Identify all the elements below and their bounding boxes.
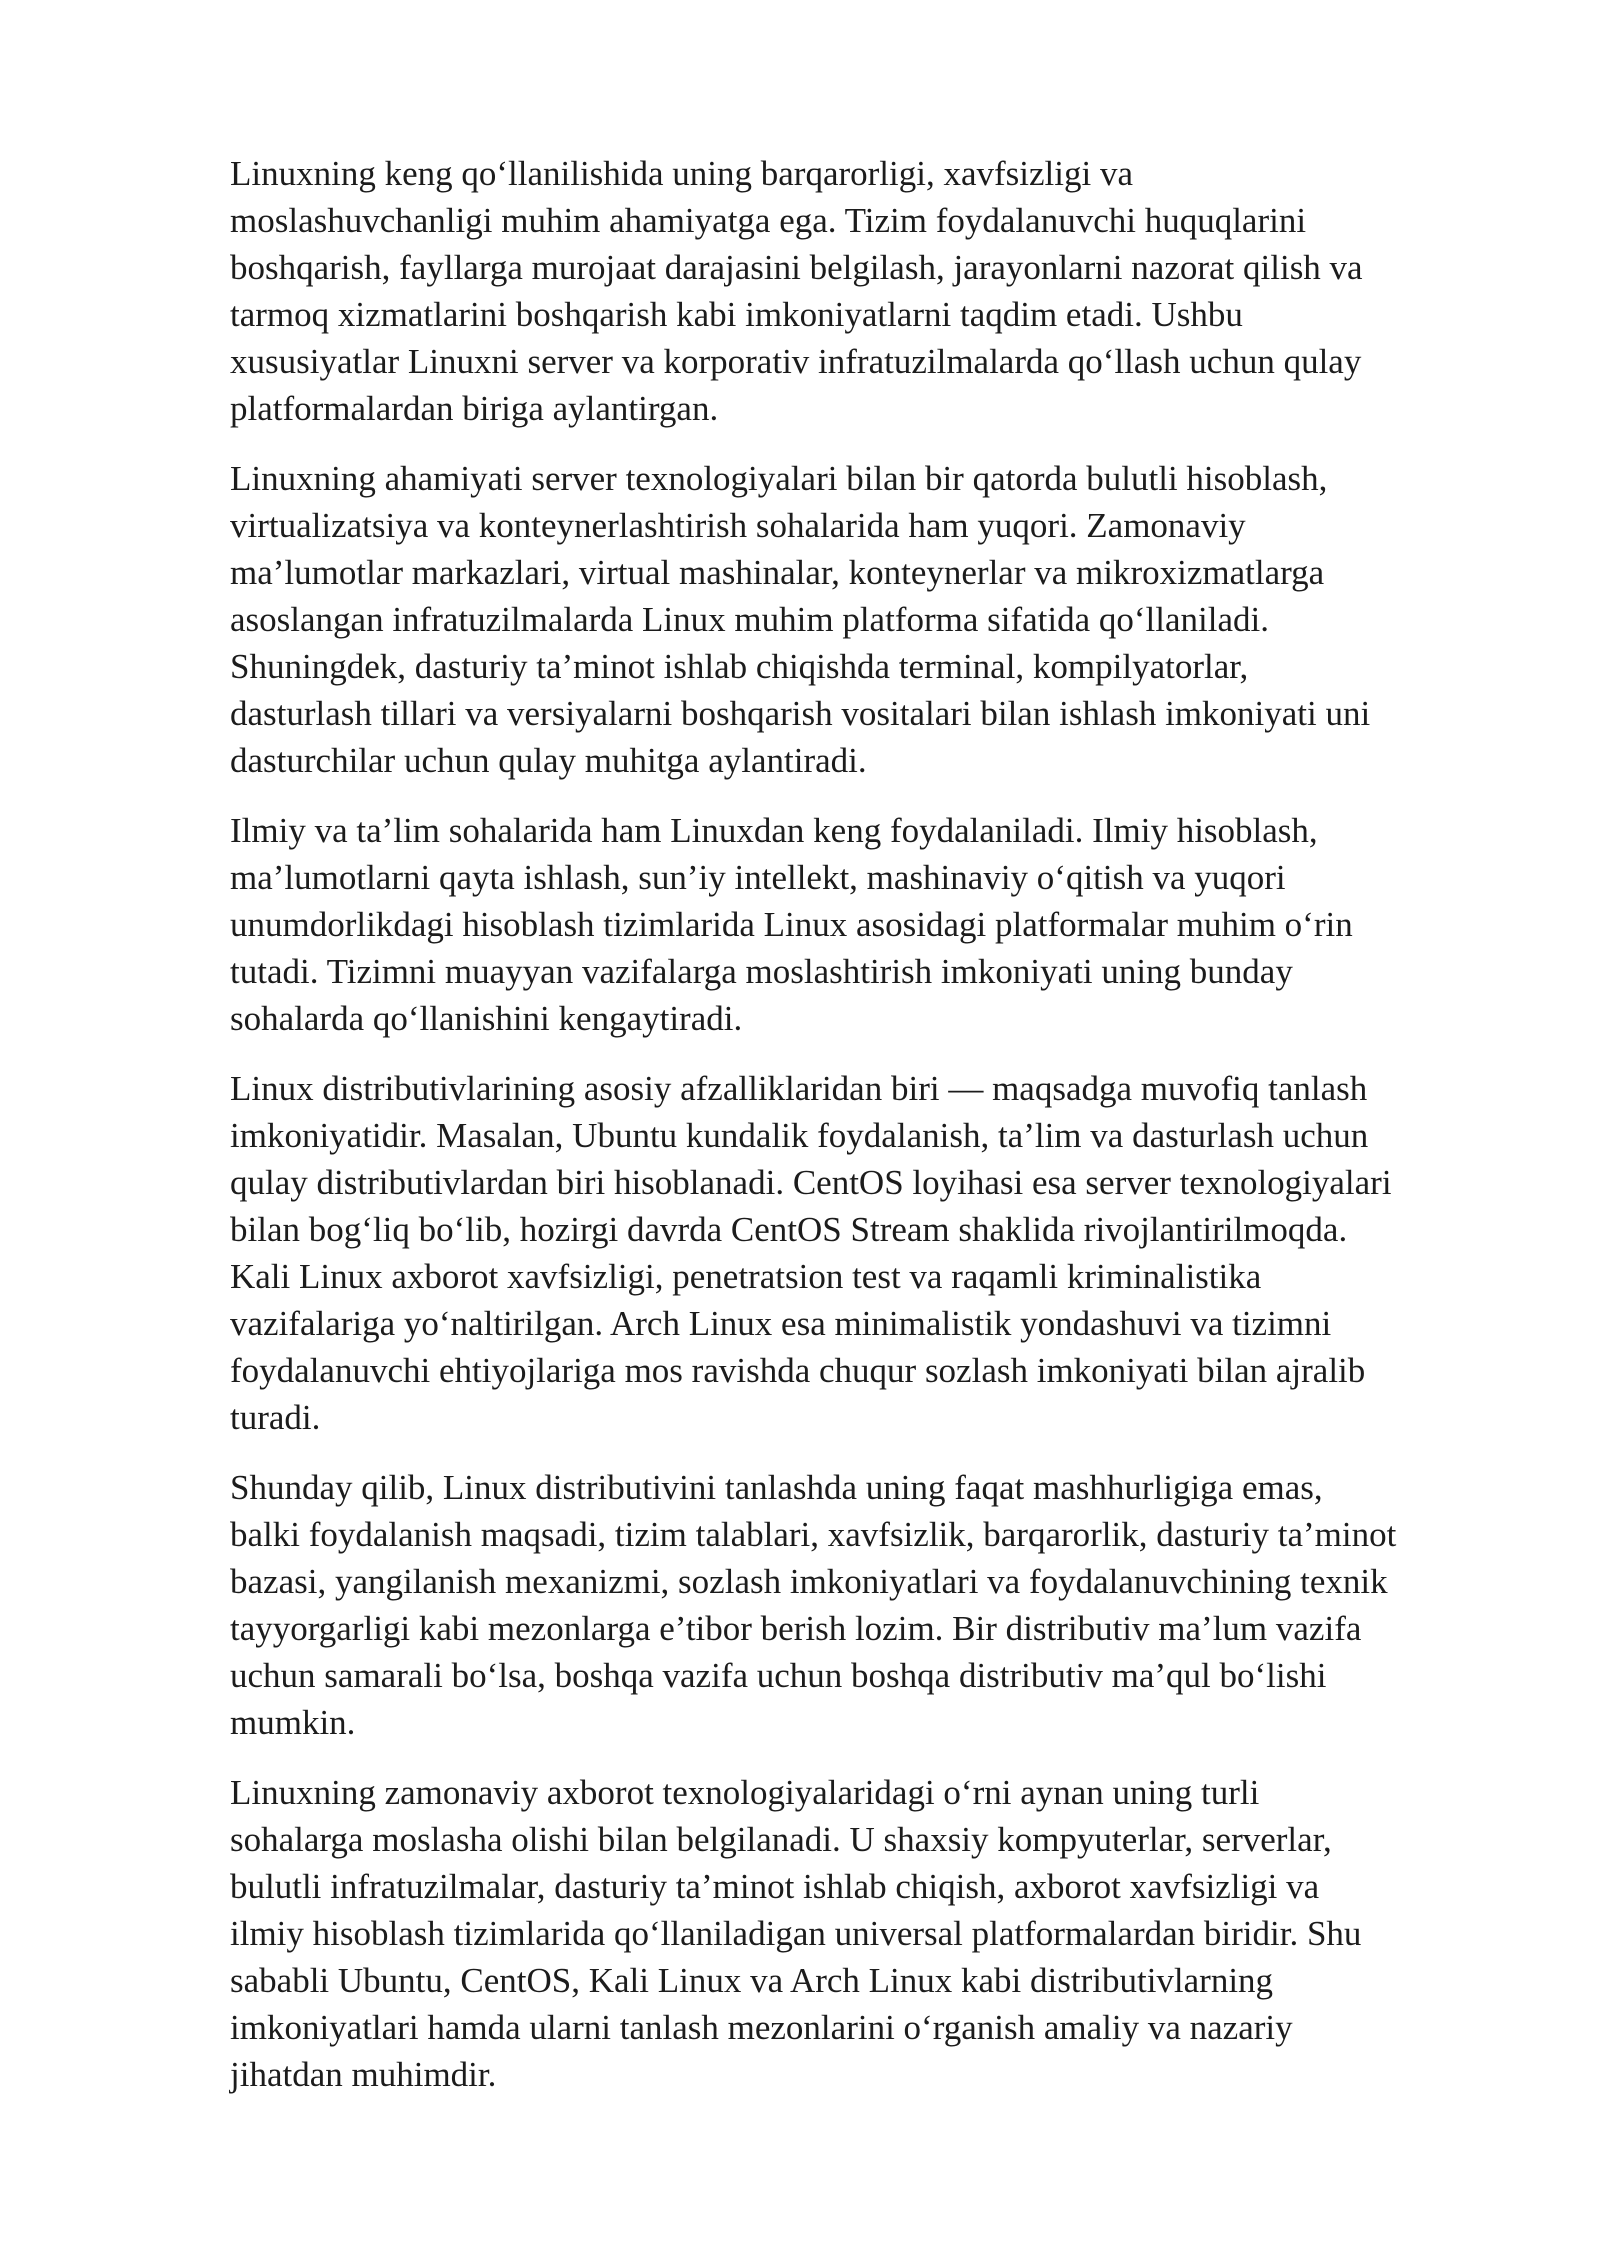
text-line: ilmiy hisoblash tizimlarida qo‘llaniladigan universal platformalardan biridir. Shu	[230, 1914, 1362, 1953]
text-line: dasturlash tillari va versiyalarni boshqarish vositalari bilan ishlash imkoniyati uni	[230, 694, 1371, 733]
text-line: Linux distributivlarining asosiy afzalliklaridan biri — maqsadga muvofiq tanlash	[230, 1069, 1368, 1108]
text-line: imkoniyatlari hamda ularni tanlash mezonlarini o‘rganish amaliy va nazariy	[230, 2008, 1293, 2047]
text-line: xususiyatlar Linuxni server va korporativ infratuzilmalarda qo‘llash uchun qulay	[230, 342, 1362, 381]
text-line: Kali Linux axborot xavfsizligi, penetratsion test va raqamli kriminalistika	[230, 1257, 1262, 1296]
paragraph-4	[230, 1065, 1530, 1441]
text-line: Linuxning keng qo‘llanilishida uning barqarorligi, xavfsizligi va	[230, 154, 1134, 193]
text-line: unumdorlikdagi hisoblash tizimlarida Linux asosidagi platformalar muhim o‘rin	[230, 905, 1353, 944]
text-line: bazasi, yangilanish mexanizmi, sozlash imkoniyatlari va foydalanuvchining texnik	[230, 1562, 1388, 1601]
text-line: asoslangan infratuzilmalarda Linux muhim platforma sifatida qo‘llaniladi.	[230, 600, 1269, 639]
text-line: tarmoq xizmatlarini boshqarish kabi imkoniyatlarni taqdim etadi. Ushbu	[230, 295, 1243, 334]
paragraph-5	[230, 1464, 1530, 1746]
text-line: bulutli infratuzilmalar, dasturiy ta’minot ishlab chiqish, axborot xavfsizligi va	[230, 1867, 1320, 1906]
text-line: balki foydalanish maqsadi, tizim talablari, xavfsizlik, barqarorlik, dasturiy ta’minot	[230, 1515, 1397, 1554]
text-line: dasturchilar uchun qulay muhitga aylantiradi.	[230, 741, 867, 780]
text-line: vazifalariga yo‘naltirilgan. Arch Linux esa minimalistik yondashuvi va tizimni	[230, 1304, 1332, 1343]
text-line: moslashuvchanligi muhim ahamiyatga ega. Tizim foydalanuvchi huquqlarini	[230, 201, 1307, 240]
text-line: ma’lumotlar markazlari, virtual mashinalar, konteynerlar va mikroxizmatlarga	[230, 553, 1325, 592]
text-line: qulay distributivlardan biri hisoblanadi. CentOS loyihasi esa server texnologiyalari	[230, 1163, 1392, 1202]
paragraph-6	[230, 1769, 1530, 2098]
text-line: imkoniyatidir. Masalan, Ubuntu kundalik foydalanish, ta’lim va dasturlash uchun	[230, 1116, 1369, 1155]
text-line: uchun samarali bo‘lsa, boshqa vazifa uchun boshqa distributiv ma’qul bo‘lishi	[230, 1656, 1327, 1695]
text-line: sohalarda qo‘llanishini kengaytiradi.	[230, 999, 743, 1038]
text-line: Linuxning zamonaviy axborot texnologiyalaridagi o‘rni aynan uning turli	[230, 1773, 1260, 1812]
text-line: Shunday qilib, Linux distributivini tanlashda uning faqat mashhurligiga emas,	[230, 1468, 1323, 1507]
text-line: turadi.	[230, 1398, 321, 1437]
text-line: Shuningdek, dasturiy ta’minot ishlab chiqishda terminal, kompilyatorlar,	[230, 647, 1249, 686]
text-line: bilan bog‘liq bo‘lib, hozirgi davrda CentOS Stream shaklida rivojlantirilmoqda.	[230, 1210, 1348, 1249]
text-line: virtualizatsiya va konteynerlashtirish sohalarida ham yuqori. Zamonaviy	[230, 506, 1246, 545]
text-line: foydalanuvchi ehtiyojlariga mos ravishda chuqur sozlash imkoniyati bilan ajralib	[230, 1351, 1366, 1390]
text-line: platformalardan biriga aylantirgan.	[230, 389, 719, 428]
paragraph-3	[230, 807, 1530, 1042]
text-line: jihatdan muhimdir.	[230, 2055, 497, 2094]
text-line: sohalarga moslasha olishi bilan belgilanadi. U shaxsiy kompyuterlar, serverlar,	[230, 1820, 1332, 1859]
text-line: Ilmiy va ta’lim sohalarida ham Linuxdan keng foydalaniladi. Ilmiy hisoblash,	[230, 811, 1318, 850]
paragraph-1	[230, 150, 1530, 432]
text-line: boshqarish, fayllarga murojaat darajasini belgilash, jarayonlarni nazorat qilish va	[230, 248, 1363, 287]
text-line: tutadi. Tizimni muayyan vazifalarga moslashtirish imkoniyati uning bunday	[230, 952, 1293, 991]
text-line: tayyorgarligi kabi mezonlarga e’tibor berish lozim. Bir distributiv ma’lum vazifa	[230, 1609, 1362, 1648]
text-line: Linuxning ahamiyati server texnologiyalari bilan bir qatorda bulutli hisoblash,	[230, 459, 1328, 498]
text-line: mumkin.	[230, 1703, 356, 1742]
document-body	[230, 150, 1530, 2121]
text-line: ma’lumotlarni qayta ishlash, sun’iy intellekt, mashinaviy o‘qitish va yuqori	[230, 858, 1286, 897]
text-line: sababli Ubuntu, CentOS, Kali Linux va Arch Linux kabi distributivlarning	[230, 1961, 1274, 2000]
paragraph-2	[230, 455, 1530, 784]
